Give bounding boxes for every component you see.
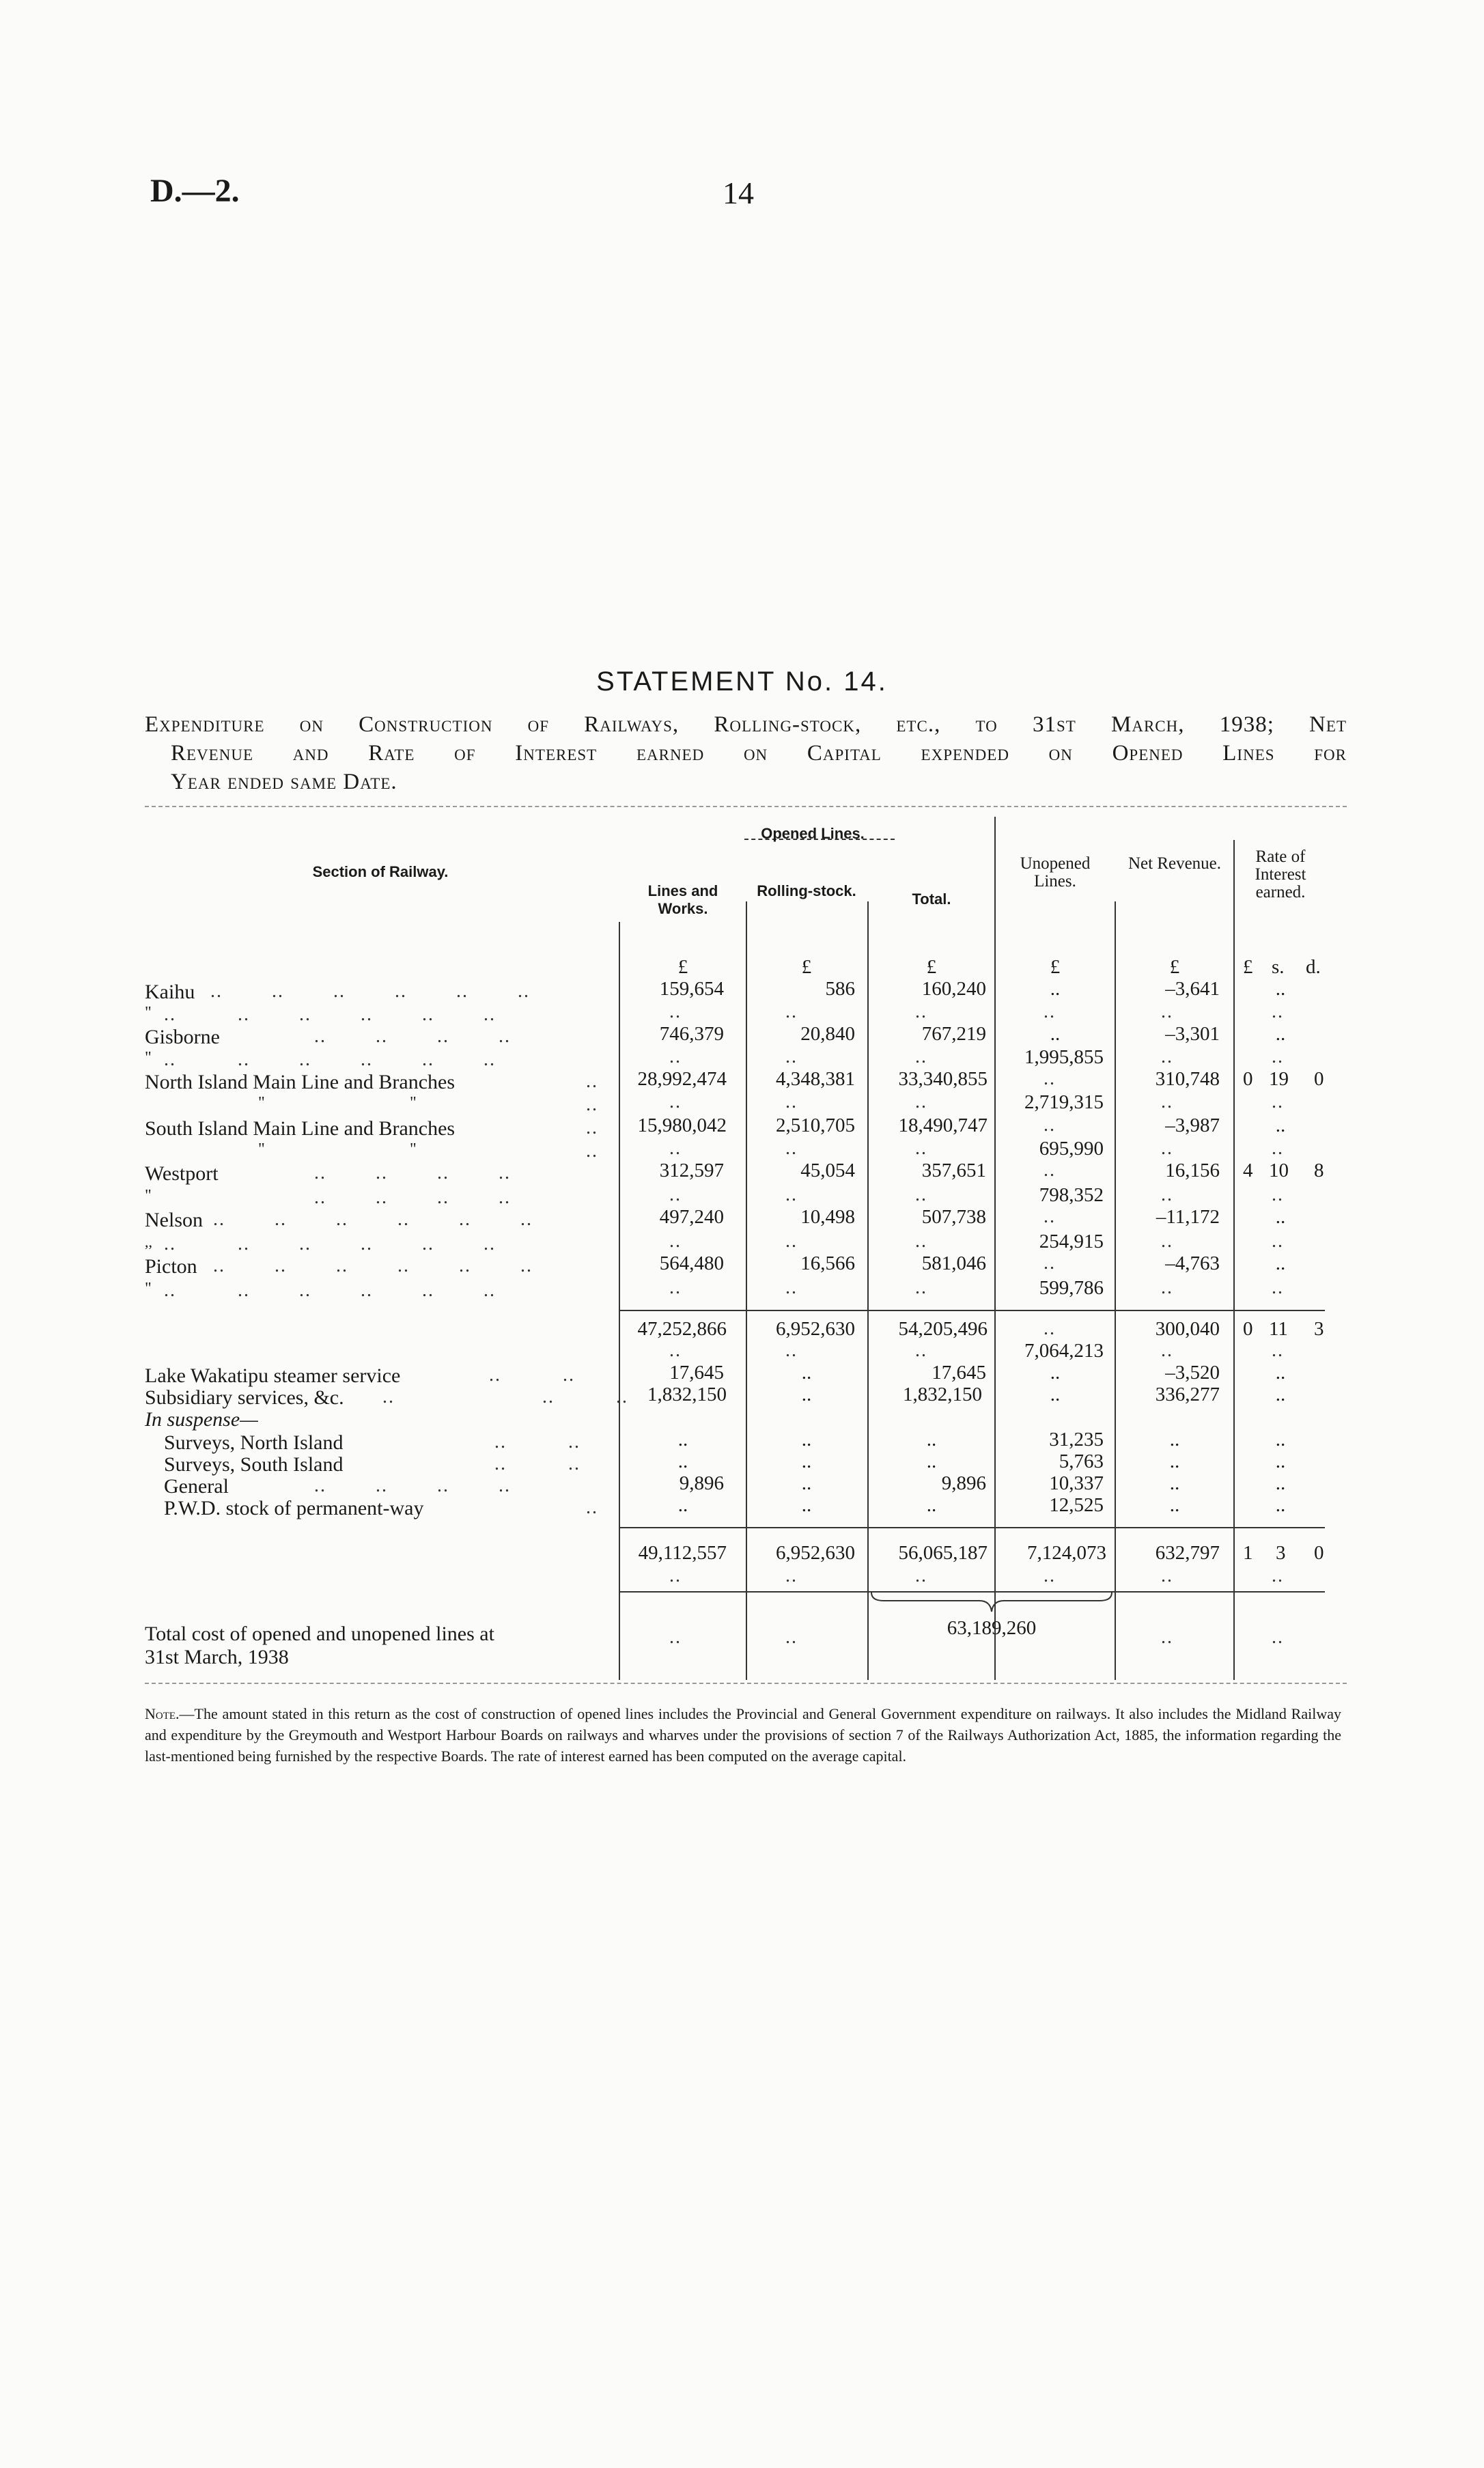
cell-total: 9,896	[941, 1472, 986, 1494]
cell-rate: ..	[1275, 1472, 1286, 1494]
cell-net: ..	[1169, 1450, 1180, 1472]
header-lines-works: Lines and Works.	[647, 882, 718, 917]
cell-total: 507,738	[921, 1206, 986, 1228]
cell-net: –4,763	[1165, 1252, 1220, 1274]
col-rule-net	[1115, 901, 1116, 1680]
row-label-westport: Westport	[145, 1162, 219, 1185]
cell-lines: 17,645	[669, 1362, 724, 1384]
footnote-lead: Note.	[145, 1705, 180, 1722]
cell-lines: 9,896	[679, 1472, 724, 1494]
subtitle-line-2: Revenue and Rate of Interest earned on Capital expended on Opened Lines for	[171, 741, 1347, 766]
cell-total: 18,490,747	[898, 1114, 988, 1136]
cell-rate: ..	[1275, 1494, 1286, 1516]
header-section: Section of Railway.	[312, 863, 449, 880]
col-rule-rolling	[746, 901, 747, 1680]
cell-net: 16,156	[1165, 1160, 1220, 1181]
ditto-mark: "	[145, 1280, 152, 1298]
cell-rate-d: 8	[1314, 1160, 1324, 1181]
row-label-nelson: Nelson	[145, 1209, 203, 1231]
row-label-picton: Picton	[145, 1255, 197, 1278]
row-label-north-island: North Island Main Line and Branches	[145, 1071, 456, 1093]
table-top-rule	[145, 806, 1347, 807]
cell-lines: 746,379	[659, 1023, 724, 1045]
cell-rate: ..	[1275, 1252, 1286, 1274]
cell-total: ..	[926, 1450, 937, 1472]
grand-rolling: 6,952,630	[776, 1542, 855, 1564]
grand-rate-d: 0	[1314, 1542, 1324, 1564]
cell-net: –3,301	[1165, 1023, 1220, 1045]
subtotal-rate-l: 0	[1243, 1318, 1253, 1340]
cell-rate: ..	[1275, 1206, 1286, 1228]
subtotal-net: 300,040	[1155, 1318, 1220, 1340]
cell-total: 581,046	[921, 1252, 986, 1274]
unit-rolling: £	[801, 956, 812, 978]
cell-unopened-ditto: 599,786	[1039, 1277, 1104, 1299]
cell-lines: 1,832,150	[647, 1384, 727, 1405]
page-number: 14	[723, 176, 754, 210]
cell-rate-s: 19	[1269, 1068, 1289, 1090]
cell-rolling: 20,840	[800, 1023, 855, 1045]
cell-rolling: 4,348,381	[776, 1068, 855, 1090]
cell-lines: 312,597	[659, 1160, 724, 1181]
row-label-subsidiary: Subsidiary services, &c.	[145, 1386, 344, 1409]
grand-net: 632,797	[1155, 1542, 1220, 1564]
cell-unopened: 12,525	[1049, 1494, 1104, 1516]
unit-lines: £	[677, 956, 688, 978]
ditto-mark: "	[410, 1140, 417, 1158]
grand-unopened: 7,124,073	[1027, 1542, 1106, 1564]
cell-unopened-ditto: 695,990	[1039, 1138, 1104, 1160]
cell-total: 17,645	[932, 1362, 986, 1384]
cell-net: –3,641	[1165, 978, 1220, 1000]
statement-title: STATEMENT No. 14.	[596, 667, 888, 697]
cell-rate: ..	[1275, 978, 1286, 1000]
cell-rolling: ..	[801, 1362, 812, 1384]
cell-net: ..	[1169, 1429, 1180, 1450]
cell-rate-l: 4	[1243, 1160, 1253, 1181]
cell-rate: ..	[1275, 1429, 1286, 1450]
ditto-mark: ,,	[145, 1233, 152, 1250]
cell-rolling: ..	[801, 1429, 812, 1450]
cell-rolling: 45,054	[800, 1160, 855, 1181]
cell-unopened: 5,763	[1059, 1450, 1104, 1472]
row-label-general: General	[164, 1475, 229, 1498]
cell-net: 310,748	[1155, 1068, 1220, 1090]
cell-lines: 28,992,474	[637, 1068, 727, 1090]
cell-unopened: ..	[1050, 1384, 1061, 1405]
grand-total: 56,065,187	[898, 1542, 988, 1564]
cell-total: ..	[926, 1429, 937, 1450]
cell-lines: 497,240	[659, 1206, 724, 1228]
grand-rate-l: 1	[1243, 1542, 1253, 1564]
ditto-mark: "	[145, 1004, 152, 1022]
ditto-mark: "	[258, 1140, 265, 1158]
subtotal-lines: 47,252,866	[637, 1318, 727, 1340]
cell-total: 33,340,855	[898, 1068, 988, 1090]
brace-icon	[870, 1591, 1113, 1614]
subtotal-rate-s: 11	[1269, 1318, 1288, 1340]
cell-rate: ..	[1275, 1450, 1286, 1472]
cell-rolling: ..	[801, 1450, 812, 1472]
row-label-surveys-north: Surveys, North Island	[164, 1431, 344, 1454]
cell-unopened: ..	[1050, 1023, 1061, 1045]
header-unopened: Unopened Lines.	[1020, 854, 1091, 891]
cell-rolling: ..	[801, 1494, 812, 1516]
cell-unopened-ditto: 1,995,855	[1024, 1046, 1104, 1068]
cell-net: –11,172	[1156, 1206, 1220, 1228]
header-total: Total.	[912, 891, 951, 908]
cell-total: 1,832,150	[903, 1384, 982, 1405]
grand-lines: 49,112,557	[638, 1542, 727, 1564]
col-rule-rate	[1233, 840, 1235, 1680]
final-label-line2: 31st March, 1938	[145, 1646, 289, 1668]
cell-total: 357,651	[921, 1160, 986, 1181]
cell-rate: ..	[1275, 1023, 1286, 1045]
ditto-mark: "	[410, 1094, 417, 1112]
cell-rate-s: 10	[1269, 1160, 1289, 1181]
unit-rate-s: s.	[1272, 956, 1285, 978]
cell-rate-d: 0	[1314, 1068, 1324, 1090]
cell-net: ..	[1169, 1494, 1180, 1516]
header-net-revenue: Net Revenue.	[1128, 854, 1222, 873]
final-label-line1: Total cost of opened and unopened lines at	[145, 1623, 494, 1645]
unit-net: £	[1169, 956, 1180, 978]
subtotal-rolling: 6,952,630	[776, 1318, 855, 1340]
cell-unopened: ..	[1050, 1362, 1061, 1384]
suspense-heading: In suspense—	[145, 1408, 258, 1431]
cell-rolling: 16,566	[800, 1252, 855, 1274]
subtitle-line-3: Year ended same Date.	[171, 770, 397, 794]
cell-lines: 159,654	[659, 978, 724, 1000]
cell-total: 160,240	[921, 978, 986, 1000]
cell-lines: 564,480	[659, 1252, 724, 1274]
ditto-mark: "	[258, 1094, 265, 1112]
cell-total: 767,219	[921, 1023, 986, 1045]
col-rule-lines	[619, 922, 620, 1680]
cell-rate: ..	[1275, 1384, 1286, 1405]
footnote	[145, 1703, 1341, 1767]
cell-rolling: 586	[825, 978, 855, 1000]
subtotal-total: 54,205,496	[898, 1318, 988, 1340]
row-label-pwd-stock: P.W.D. stock of permanent-way	[164, 1497, 424, 1519]
header-rolling-stock: Rolling-stock.	[757, 882, 856, 899]
cell-net: 336,277	[1155, 1384, 1220, 1405]
statement-subtitle	[145, 710, 1347, 796]
cell-unopened: 31,235	[1049, 1429, 1104, 1450]
cell-rate-l: 0	[1243, 1068, 1253, 1090]
cell-lines: 15,980,042	[637, 1114, 727, 1136]
subtitle-line-1: Expenditure on Construction of Railways, Rolling-stock, etc., to 31st March, 1938; Net	[145, 712, 1347, 737]
row-label-south-island: South Island Main Line and Branches	[145, 1117, 456, 1140]
cell-unopened-ditto: 798,352	[1039, 1184, 1104, 1206]
ditto-mark: "	[145, 1049, 152, 1067]
unit-unopened: £	[1050, 956, 1061, 978]
cell-rate: ..	[1275, 1114, 1286, 1136]
cell-net: ..	[1169, 1472, 1180, 1494]
document-reference: D.—2.	[150, 173, 240, 209]
cell-unopened: ..	[1050, 978, 1061, 1000]
grand-rate-s: 3	[1276, 1542, 1286, 1564]
cell-net: –3,520	[1165, 1362, 1220, 1384]
cell-total: ..	[926, 1494, 937, 1516]
cell-rate: ..	[1275, 1362, 1286, 1384]
cell-rolling: 2,510,705	[776, 1114, 855, 1136]
header-rate: Rate of Interest earned.	[1255, 847, 1306, 901]
ditto-mark: "	[145, 1187, 152, 1205]
unit-total: £	[926, 956, 937, 978]
cell-lines: ..	[677, 1450, 688, 1472]
row-label-gisborne: Gisborne	[145, 1026, 220, 1048]
grand-total-rule	[619, 1527, 1325, 1528]
cell-unopened-ditto: 2,719,315	[1024, 1091, 1104, 1113]
cell-rolling: ..	[801, 1472, 812, 1494]
row-label-lake-wakatipu: Lake Wakatipu steamer service	[145, 1364, 401, 1387]
final-total-value: 63,189,260	[947, 1617, 1037, 1639]
cell-unopened: 10,337	[1049, 1472, 1104, 1494]
unit-rate-d: d.	[1306, 956, 1321, 978]
subtotal-unopened: 7,064,213	[1024, 1340, 1104, 1362]
footnote-text: —The amount stated in this return as the cost of construction of opened lines includes the Provincial and General Government expenditure on railways. It also includes the Midland Railway and expenditure by the Greymouth and Westport Harbour Boards on railways and wharves under the provisions of section 7 of the Railways Authorization Act, 1885, the information regarding the last-mentioned being furnished by the respective Boards. The rate of interest earned has been computed on the average capital.	[145, 1705, 1341, 1765]
unit-rate-l: £	[1243, 956, 1253, 978]
cell-unopened-ditto: 254,915	[1039, 1231, 1104, 1252]
cell-rolling: 10,498	[800, 1206, 855, 1228]
row-label-surveys-south: Surveys, South Island	[164, 1453, 344, 1476]
subtotal-rate-d: 3	[1314, 1318, 1324, 1340]
cell-net: –3,987	[1165, 1114, 1220, 1136]
table-bottom-rule	[145, 1683, 1347, 1684]
cell-rolling: ..	[801, 1384, 812, 1405]
row-label-kaihu: Kaihu	[145, 981, 195, 1003]
subtotal-rule	[619, 1310, 1325, 1311]
cell-lines: ..	[677, 1494, 688, 1516]
header-opened-lines: Opened Lines.	[761, 825, 865, 842]
cell-lines: ..	[677, 1429, 688, 1450]
